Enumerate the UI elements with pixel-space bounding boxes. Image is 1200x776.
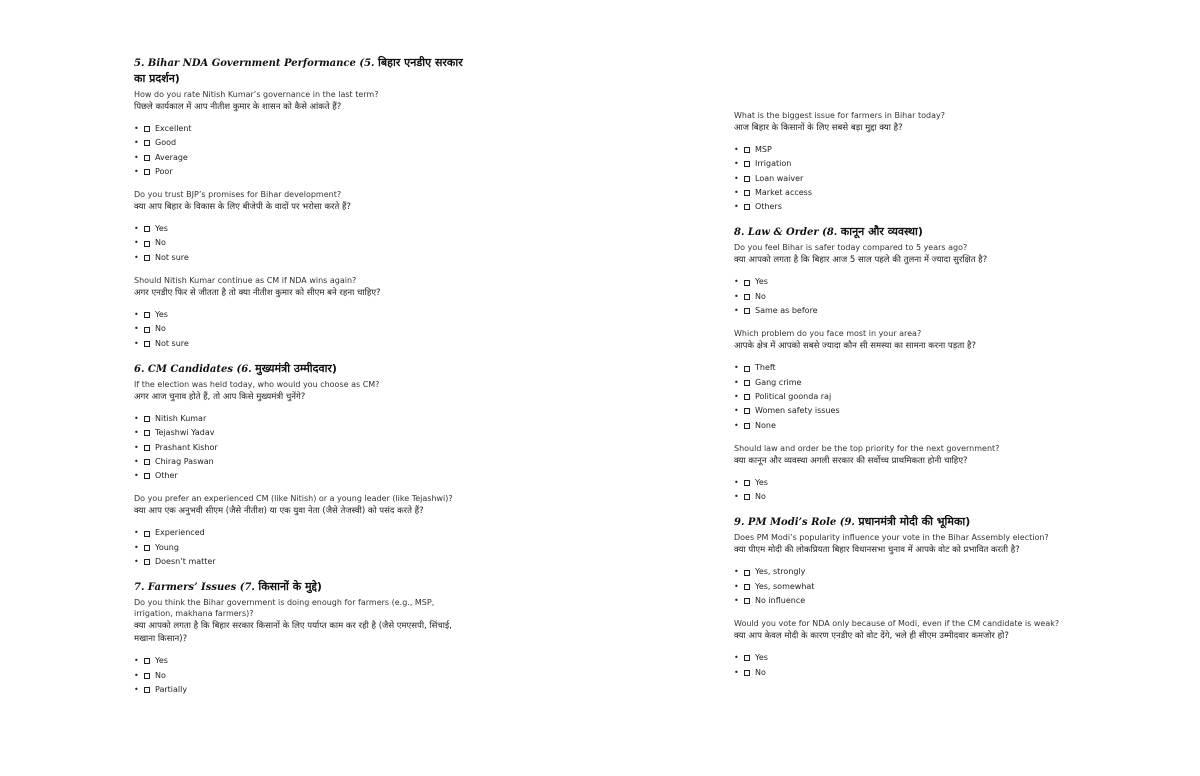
question-text-en: Should law and order be the top priority for the next government?: [734, 443, 1000, 453]
question-text-hi: क्या आप केवल मोदी के कारण एनडीए को वोट देंगे, भले ही सीएम उम्मीदवार कमजोर हो?: [734, 631, 1009, 642]
checkbox[interactable]: [144, 312, 150, 318]
checkbox[interactable]: [744, 161, 750, 167]
option-item[interactable]: [134, 654, 474, 668]
option-item[interactable]: [134, 469, 474, 483]
option-label: Tejashwi Yadav: [155, 428, 215, 438]
question: [734, 110, 1074, 214]
option-item[interactable]: [134, 308, 474, 322]
checkbox[interactable]: [744, 494, 750, 500]
option-label: Theft: [755, 363, 776, 373]
bullet-icon: •: [734, 406, 739, 416]
question-text-en: What is the biggest issue for farmers in Bihar today?: [734, 111, 945, 120]
bullet-icon: •: [134, 542, 139, 552]
section-title: [734, 514, 1074, 530]
question: [734, 532, 1074, 608]
checkbox[interactable]: [144, 687, 150, 693]
question-text-hi: आपके क्षेत्र में आपको सबसे ज्यादा कौन सी समस्या का सामना करना पड़ता है?: [734, 341, 977, 352]
checkbox[interactable]: [144, 545, 150, 551]
option-item[interactable]: [134, 683, 474, 697]
option-item[interactable]: [134, 541, 474, 555]
bullet-icon: •: [134, 252, 139, 262]
checkbox[interactable]: [744, 380, 750, 386]
question: [734, 328, 1074, 432]
option-label: Experienced: [155, 528, 205, 538]
checkbox[interactable]: [144, 430, 150, 436]
option-item[interactable]: [134, 669, 474, 683]
checkbox[interactable]: [744, 366, 750, 372]
option-item[interactable]: [134, 426, 474, 440]
option-item[interactable]: [734, 275, 1074, 289]
section-title-en: 5. Bihar NDA Government Performance (5.: [134, 58, 375, 69]
question-text-hi: क्या कानून और व्यवस्था अगली सरकार की सर्वोच्च प्राथमिकता होनी चाहिए?: [734, 455, 968, 466]
question-text-en: How do you rate Nitish Kumar’s governance in the last term?: [134, 90, 379, 99]
checkbox[interactable]: [144, 327, 150, 333]
checkbox[interactable]: [744, 598, 750, 604]
option-label: Irrigation: [755, 159, 792, 169]
question: [134, 89, 474, 179]
option-item[interactable]: [734, 200, 1074, 214]
option-list: [134, 222, 474, 265]
option-list: [734, 565, 1074, 608]
bullet-icon: •: [134, 656, 139, 666]
option-label: Yes: [755, 277, 768, 287]
option-item[interactable]: [734, 304, 1074, 318]
question: [734, 242, 1074, 318]
bullet-icon: •: [134, 670, 139, 680]
option-list: [134, 654, 474, 697]
question: [734, 443, 1074, 505]
bullet-icon: •: [734, 159, 739, 169]
question-text-hi: क्या पीएम मोदी की लोकप्रियता बिहार विधानसभा चुनाव में आपके वोट को प्रभावित करती है?: [734, 545, 1020, 556]
option-item[interactable]: [134, 136, 474, 150]
option-list: [734, 476, 1074, 505]
checkbox[interactable]: [744, 280, 750, 286]
bullet-icon: •: [134, 324, 139, 334]
option-label: Yes: [755, 477, 768, 487]
checkbox[interactable]: [744, 294, 750, 300]
option-label: Poor: [155, 166, 173, 176]
option-item[interactable]: [134, 322, 474, 336]
option-label: Chirag Paswan: [155, 456, 214, 466]
bullet-icon: •: [134, 528, 139, 538]
option-label: No: [755, 492, 766, 502]
question-text-hi: आज बिहार के किसानों के लिए सबसे बड़ा मुद्दा क्या है?: [734, 123, 903, 133]
question-text-en: Which problem do you face most in your area?: [734, 329, 922, 339]
bullet-icon: •: [734, 391, 739, 401]
option-label: Not sure: [155, 252, 189, 262]
bullet-icon: •: [734, 277, 739, 287]
option-label: Excellent: [155, 124, 192, 133]
question-text-hi: क्या आपको लगता है कि बिहार सरकार किसानों के लिए पर्याप्त काम कर रही है (जैसे एमएसपी, सिंचाई, मखाना किसान)?: [134, 621, 452, 645]
checkbox[interactable]: [144, 531, 150, 537]
section-title-hi: बिहार एनडीए सरकार का प्रदर्शन): [134, 56, 463, 85]
option-item[interactable]: [734, 651, 1074, 665]
checkbox[interactable]: [744, 394, 750, 400]
question: [734, 618, 1074, 680]
section-title-en: 9. PM Modi’s Role (9.: [734, 517, 855, 529]
bullet-icon: •: [134, 428, 139, 438]
section-title-hi: मुख्यमंत्री उम्मीदवार): [255, 361, 337, 375]
option-item[interactable]: [734, 172, 1074, 186]
checkbox[interactable]: [144, 473, 150, 479]
option-list: [734, 651, 1074, 680]
bullet-icon: •: [134, 471, 139, 481]
option-label: Average: [155, 152, 188, 162]
checkbox[interactable]: [144, 459, 150, 465]
option-label: Other: [155, 471, 178, 481]
option-label: No: [755, 291, 766, 301]
option-label: Gang crime: [755, 377, 802, 387]
option-item[interactable]: [734, 361, 1074, 375]
option-label: MSP: [755, 145, 772, 154]
option-item[interactable]: [134, 236, 474, 250]
bullet-icon: •: [134, 557, 139, 567]
checkbox[interactable]: [144, 255, 150, 261]
bullet-icon: •: [734, 187, 739, 197]
question-text-en: Do you think the Bihar government is doing enough for farmers (e.g., MSP, irrigation, makhana farmers)?: [134, 598, 435, 619]
bullet-icon: •: [134, 166, 139, 176]
bullet-icon: •: [734, 567, 739, 577]
option-item[interactable]: [134, 441, 474, 455]
question: [134, 379, 474, 483]
option-label: Doesn’t matter: [155, 557, 216, 567]
bullet-icon: •: [734, 581, 739, 591]
bullet-icon: •: [734, 202, 739, 212]
option-item[interactable]: [734, 580, 1074, 594]
bullet-icon: •: [734, 145, 739, 154]
bullet-icon: •: [134, 310, 139, 320]
checkbox[interactable]: [744, 423, 750, 429]
checkbox[interactable]: [144, 140, 150, 146]
question-text-hi: क्या आप एक अनुभवी सीएम (जैसे नीतीश) या एक युवा नेता (जैसे तेजस्वी) को पसंद करते हैं?: [134, 506, 424, 517]
section-title-hi: प्रधानमंत्री मोदी की भूमिका): [858, 515, 971, 529]
checkbox[interactable]: [744, 480, 750, 486]
bullet-icon: •: [734, 477, 739, 487]
question-text-hi: क्या आप बिहार के विकास के लिए बीजेपी के वादों पर भरोसा करते हैं?: [134, 202, 352, 213]
option-list: [134, 526, 474, 569]
section-title: [134, 361, 474, 377]
checkbox[interactable]: [744, 308, 750, 314]
section-title-hi: कानून और व्यवस्था): [840, 225, 923, 239]
option-item[interactable]: [134, 337, 474, 351]
option-item[interactable]: [734, 143, 1074, 157]
option-item[interactable]: [734, 376, 1074, 390]
question-text-en: Do you trust BJP’s promises for Bihar development?: [134, 190, 342, 200]
option-label: No: [155, 324, 166, 334]
left-column: [134, 55, 474, 707]
option-item[interactable]: [734, 490, 1074, 504]
checkbox[interactable]: [144, 416, 150, 422]
question-text-hi: पिछले कार्यकाल में आप नीतीश कुमार के शासन को कैसे आंकते हैं?: [134, 102, 342, 112]
section-title-en: 6. CM Candidates (6.: [134, 363, 252, 375]
bullet-icon: •: [134, 456, 139, 466]
option-item[interactable]: [734, 404, 1074, 418]
checkbox[interactable]: [744, 670, 750, 676]
option-label: Market access: [755, 187, 812, 197]
checkbox[interactable]: [744, 584, 750, 590]
option-label: Yes: [155, 310, 168, 320]
option-item[interactable]: [134, 122, 474, 136]
option-label: No: [155, 670, 166, 680]
question: [134, 189, 474, 265]
option-item[interactable]: [734, 186, 1074, 200]
option-label: Young: [155, 542, 179, 552]
question-text-en: Should Nitish Kumar continue as CM if NDA wins again?: [134, 276, 357, 286]
option-item[interactable]: [134, 455, 474, 469]
bullet-icon: •: [134, 442, 139, 452]
checkbox[interactable]: [144, 226, 150, 232]
bullet-icon: •: [734, 377, 739, 387]
bullet-icon: •: [134, 152, 139, 162]
question-text-hi: अगर आज चुनाव होते हैं, तो आप किसे मुख्यमंत्री चुनेंगे?: [134, 391, 306, 402]
checkbox[interactable]: [744, 176, 750, 182]
question-text-en: Would you vote for NDA only because of Modi, even if the CM candidate is weak?: [734, 619, 1060, 629]
checkbox[interactable]: [144, 126, 150, 132]
option-label: No: [755, 667, 766, 677]
option-label: Yes: [155, 224, 168, 234]
question: [134, 275, 474, 351]
bullet-icon: •: [134, 684, 139, 694]
option-item[interactable]: [734, 419, 1074, 433]
question-text-hi: क्या आपको लगता है कि बिहार आज 5 साल पहले की तुलना में ज्यादा सुरक्षित है?: [734, 255, 988, 266]
bullet-icon: •: [734, 420, 739, 430]
question: [134, 597, 474, 697]
bullet-icon: •: [134, 138, 139, 148]
checkbox[interactable]: [144, 341, 150, 347]
question-text-en: Does PM Modi’s popularity influence your vote in the Bihar Assembly election?: [734, 533, 1049, 543]
option-item[interactable]: [134, 222, 474, 236]
option-label: Prashant Kishor: [155, 442, 218, 452]
bullet-icon: •: [734, 653, 739, 663]
option-label: Others: [755, 202, 782, 212]
option-item[interactable]: [734, 390, 1074, 404]
question-text-en: Do you prefer an experienced CM (like Nitish) or a young leader (like Tejashwi)?: [134, 494, 453, 504]
checkbox[interactable]: [744, 190, 750, 196]
option-list: [734, 275, 1074, 318]
option-item[interactable]: [734, 290, 1074, 304]
checkbox[interactable]: [144, 658, 150, 664]
option-label: No: [155, 238, 166, 248]
bullet-icon: •: [134, 338, 139, 348]
option-label: Yes, strongly: [755, 567, 806, 577]
checkbox[interactable]: [744, 408, 750, 414]
option-label: Not sure: [155, 338, 189, 348]
question-text-en: Do you feel Bihar is safer today compared to 5 years ago?: [734, 243, 968, 253]
option-item[interactable]: [734, 157, 1074, 171]
option-label: Nitish Kumar: [155, 413, 207, 423]
section-title: [134, 55, 474, 87]
section-title-en: 7. Farmers’ Issues (7.: [134, 582, 255, 594]
section-title: [734, 224, 1074, 240]
question-text-en: If the election was held today, who would you choose as CM?: [134, 379, 380, 389]
checkbox[interactable]: [744, 570, 750, 576]
bullet-icon: •: [734, 363, 739, 373]
bullet-icon: •: [734, 173, 739, 183]
bullet-icon: •: [734, 492, 739, 502]
option-label: Same as before: [755, 306, 818, 316]
checkbox[interactable]: [144, 169, 150, 175]
option-label: Loan waiver: [755, 173, 804, 183]
option-item[interactable]: [134, 412, 474, 426]
bullet-icon: •: [134, 124, 139, 133]
option-item[interactable]: [734, 666, 1074, 680]
option-list: [734, 143, 1074, 214]
question: [134, 493, 474, 569]
checkbox[interactable]: [144, 155, 150, 161]
bullet-icon: •: [734, 667, 739, 677]
option-item[interactable]: [134, 526, 474, 540]
option-label: Women safety issues: [755, 406, 840, 416]
bullet-icon: •: [134, 238, 139, 248]
option-list: [134, 412, 474, 483]
bullet-icon: •: [734, 596, 739, 606]
bullet-icon: •: [134, 224, 139, 234]
option-label: Good: [155, 138, 177, 148]
section-title-hi: किसानों के मुद्दे): [258, 580, 322, 594]
option-item[interactable]: [134, 165, 474, 179]
checkbox[interactable]: [144, 445, 150, 451]
question-text-hi: अगर एनडीए फिर से जीतता है तो क्या नीतीश कुमार को सीएम बने रहना चाहिए?: [134, 288, 381, 299]
option-list: [134, 308, 474, 351]
bullet-icon: •: [134, 413, 139, 423]
option-item[interactable]: [134, 251, 474, 265]
checkbox[interactable]: [744, 204, 750, 210]
option-item[interactable]: [734, 594, 1074, 608]
option-label: Partially: [155, 684, 188, 694]
option-label: Yes: [755, 653, 768, 663]
option-label: No influence: [755, 596, 806, 606]
bullet-icon: •: [734, 306, 739, 316]
option-label: None: [755, 420, 776, 430]
section-title-en: 8. Law & Order (8.: [734, 227, 838, 239]
checkbox[interactable]: [744, 655, 750, 661]
right-column: [734, 108, 1074, 690]
option-label: Political goonda raj: [755, 391, 832, 401]
option-label: Yes, somewhat: [755, 581, 815, 591]
bullet-icon: •: [734, 291, 739, 301]
option-item[interactable]: [134, 555, 474, 569]
checkbox[interactable]: [744, 147, 750, 153]
section-title: [134, 579, 474, 595]
checkbox[interactable]: [144, 673, 150, 679]
option-item[interactable]: [734, 476, 1074, 490]
option-label: Yes: [155, 656, 168, 666]
checkbox[interactable]: [144, 241, 150, 247]
option-item[interactable]: [134, 151, 474, 165]
option-list: [734, 361, 1074, 432]
option-item[interactable]: [734, 565, 1074, 579]
checkbox[interactable]: [144, 559, 150, 565]
option-list: [134, 122, 474, 179]
